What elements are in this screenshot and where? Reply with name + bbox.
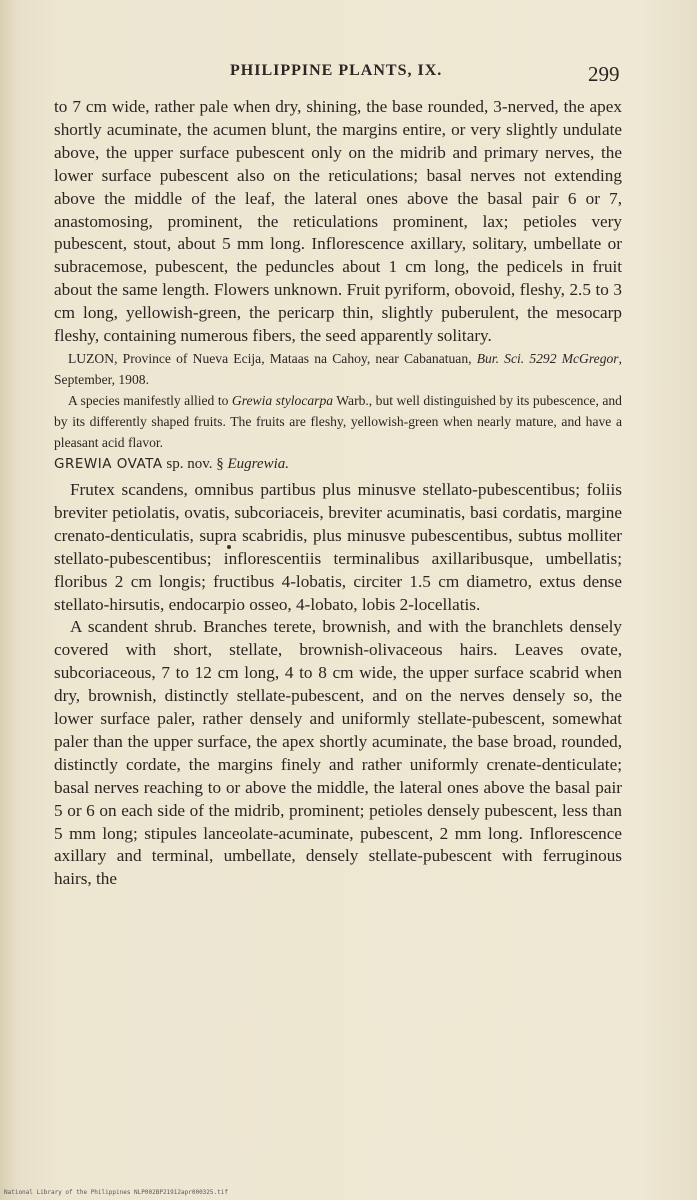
note-after: Warb., but well distinguished by its pubescence, and by its differently shaped fruits. The fruits are fleshy, yellowish-green when nearly mature, and have a pleasant acid flavor.	[54, 392, 622, 450]
note-species: Grewia stylocarpa	[231, 392, 334, 408]
latin-description: Frutex scandens, omnibus partibus plus minusve stellato-pubescentibus; foliis breviter petiolatis, ovatis, subcoriaceis, breviter acuminatis, basi cordatis, margine crenato-denticulatis, supra scabridis, plus minusve pubescentibus, subtus molliter stellato-pubescentibus; inflorescentiis terminalibus axillaribusque, umbellatis; floribus 2 cm longis; fructibus 4-lobatis, circiter 1.5 cm diametro, extus dense stellato-hirsutis, endocarpio osseo, 4-lobato, lobis 2-locellatis.	[54, 479, 622, 614]
taxonomic-note	[54, 390, 622, 453]
english-description: A scandent shrub. Branches terete, brownish, and with the branchlets densely covered with short, stellate, brownish-olivaceous hairs. Leaves ovate, subcoriaceous, 7 to 12 cm long, 4 to 8 cm wide, the upper surface scabrid when dry, brownish, distinctly stellate-pubescent, and on the nerves densely so, the lower surface paler, rather densely and uniformly stellate-pubescent, somewhat paler than the upper surface, the apex shortly acuminate, the base broad, rounded, distinctly cordate, the margins finely and rather uniformly crenate-denticulate; basal nerves reaching to or above the middle, the lateral ones above the basal pair 5 or 6 on each side of the midrib, prominent; petioles densely pubescent, less than 5 mm long; stipules lanceolate-acuminate, pubescent, 2 mm long. Inflorescence axillary and terminal, umbellate, densely stellate-pubescent with ferruginous hairs, the	[54, 617, 622, 889]
text-block	[54, 96, 622, 891]
citation-collector: Bur. Sci. 5292 McGregor	[476, 350, 619, 366]
ink-speck	[227, 545, 231, 549]
species-section: Eugrewia.	[227, 455, 290, 472]
species-status: sp. nov. §	[162, 455, 228, 472]
species-heading	[54, 453, 622, 475]
citation-locality: LUZON	[68, 350, 115, 366]
note-before: A species manifestly allied to	[68, 392, 232, 408]
citation-date: , September, 1908.	[54, 350, 622, 387]
running-head: PHILIPPINE PLANTS, IX.	[230, 62, 443, 79]
continued-description: to 7 cm wide, rather pale when dry, shining, the base rounded, 3-nerved, the apex shortly acuminate, the acumen blunt, the margins entire, or very slightly undulate above, the upper surface pubescent only on the midrib and primary nerves, the lower surface pubescent also on the reticulations; basal nerves not extending above the middle of the leaf, the lateral ones above the basal pair 6 or 7, anastomosing, prominent, the reticulations prominent, lax; petioles very pubescent, stout, about 5 mm long. Inflorescence axillary, solitary, umbellate or subracemose, pubescent, the peduncles about 1 cm long, the pedicels in fruit about the same length. Flowers unknown. Fruit pyriform, obovoid, fleshy, 2.5 to 3 cm long, yellowish-green, the pericarp thin, slightly puberulent, the mesocarp fleshy, containing numerous fibers, the seed apparently solitary.	[54, 97, 622, 346]
scan-footer: National Library of the Philippines NLP002BP21912apr000325.tif	[4, 1189, 228, 1196]
citation-text: , Province of Nueva Ecija, Mataas na Cahoy, near Cabanatuan,	[114, 350, 477, 366]
species-name: GREWIA OVATA	[54, 455, 163, 472]
page-number: 299	[588, 62, 620, 86]
specimen-citation	[54, 348, 622, 390]
page-header	[0, 62, 697, 92]
